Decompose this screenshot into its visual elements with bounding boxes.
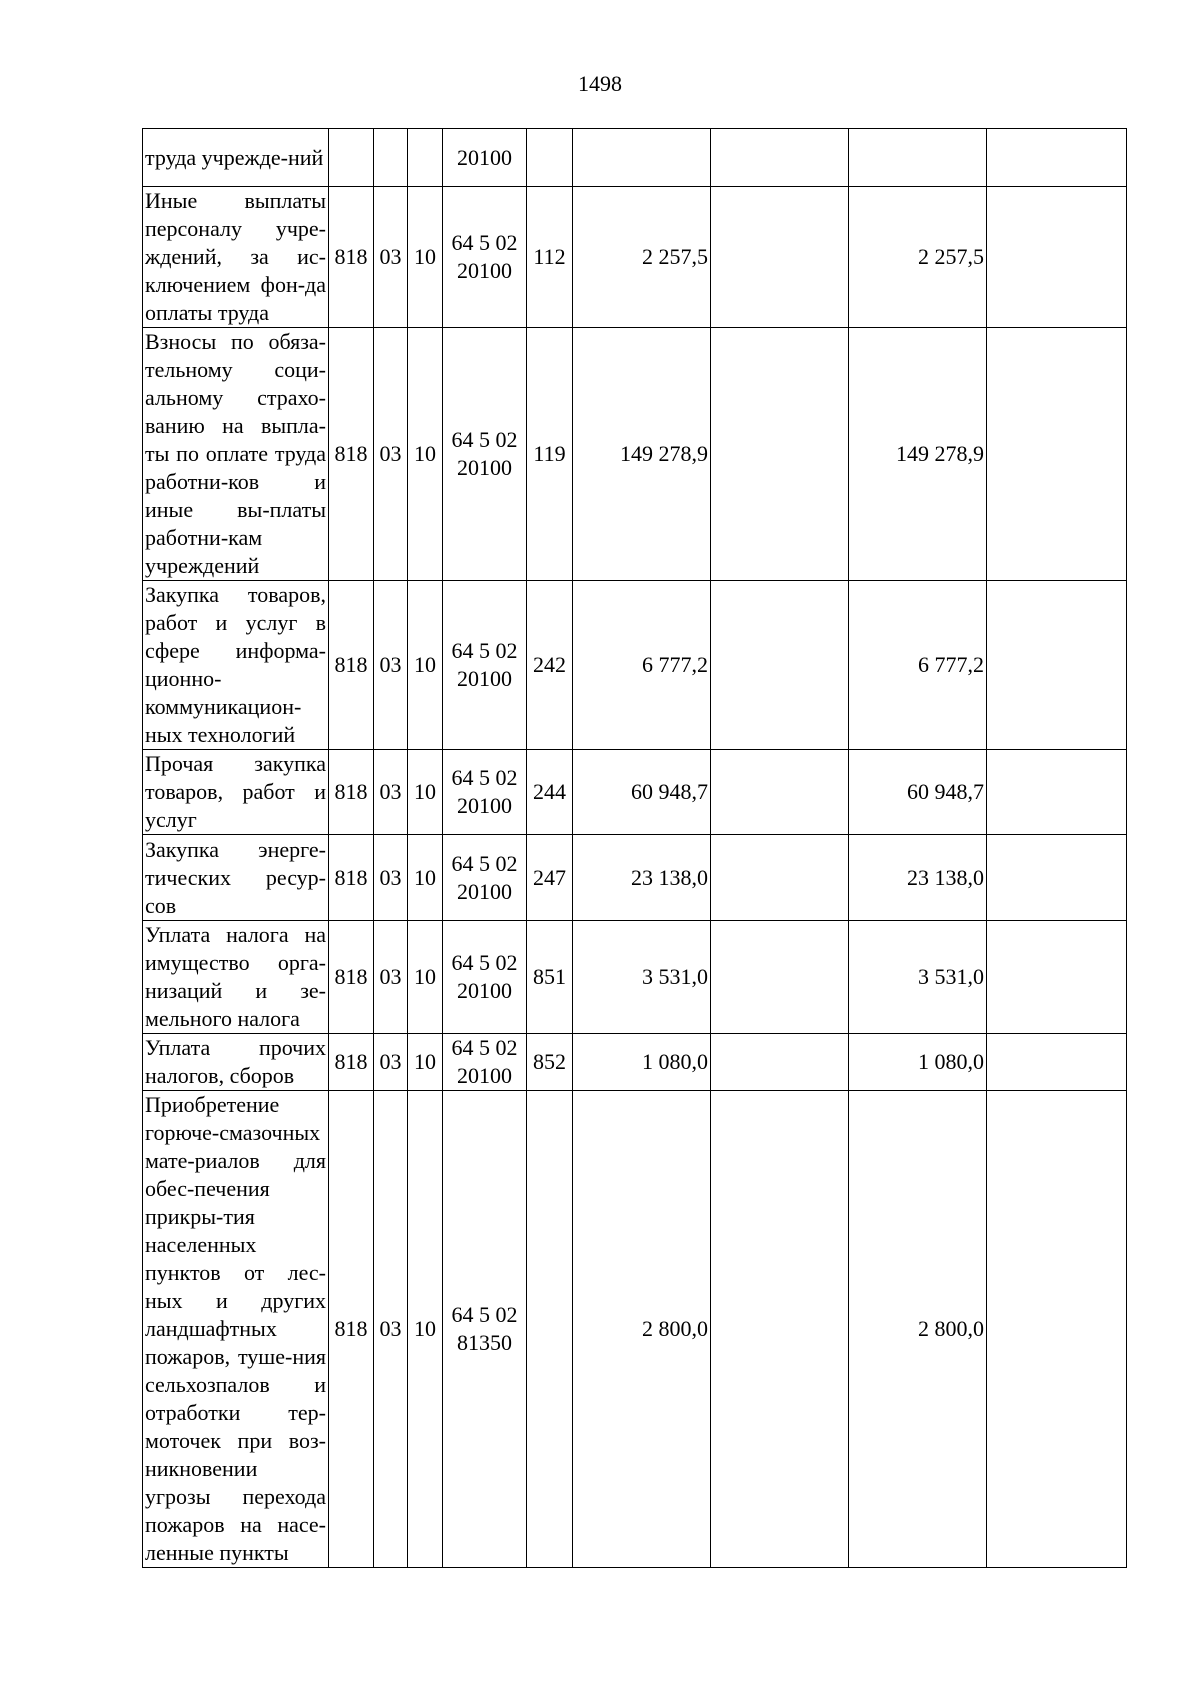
amount-col-1: 3 531,0 (573, 921, 711, 1034)
amount-col-2 (711, 328, 849, 581)
item-name: Взносы по обяза-тельному соци-альному страхо-ванию на выпла-ты по оплате труда работни-ков и иные вы-платы работни-кам учреждений (143, 328, 329, 581)
item-name: Прочая закупка товаров, работ и услуг (143, 750, 329, 835)
page-number: 1498 (578, 71, 622, 96)
subsection-code: 10 (408, 1034, 443, 1091)
section-code (374, 129, 408, 187)
section-code: 03 (374, 328, 408, 581)
table-row (143, 1034, 1127, 1091)
budget-table (142, 128, 1127, 1568)
target-article-code: 64 5 02 20100 (443, 1034, 527, 1091)
subsection-code (408, 129, 443, 187)
amount-col-3: 3 531,0 (849, 921, 987, 1034)
expense-type-code: 247 (527, 835, 573, 921)
expense-type-code: 242 (527, 581, 573, 750)
ministry-code: 818 (329, 1091, 374, 1568)
item-name: Иные выплаты персоналу учре-ждений, за ис-ключением фон-да оплаты труда (143, 187, 329, 328)
expense-type-code: 244 (527, 750, 573, 835)
target-article-code: 64 5 02 20100 (443, 581, 527, 750)
amount-col-2 (711, 750, 849, 835)
amount-col-3: 6 777,2 (849, 581, 987, 750)
amount-col-3: 149 278,9 (849, 328, 987, 581)
item-name: труда учрежде-ний (143, 129, 329, 187)
ministry-code: 818 (329, 187, 374, 328)
item-name: Уплата налога на имущество орга-низаций и зе-мельного налога (143, 921, 329, 1034)
amount-col-3: 23 138,0 (849, 835, 987, 921)
expense-type-code: 852 (527, 1034, 573, 1091)
target-article-code: 64 5 02 20100 (443, 750, 527, 835)
amount-col-1: 2 800,0 (573, 1091, 711, 1568)
amount-col-3: 2 800,0 (849, 1091, 987, 1568)
target-article-code: 64 5 02 20100 (443, 921, 527, 1034)
amount-col-4 (987, 835, 1127, 921)
table-row (143, 750, 1127, 835)
amount-col-4 (987, 1034, 1127, 1091)
ministry-code: 818 (329, 835, 374, 921)
amount-col-4 (987, 187, 1127, 328)
subsection-code: 10 (408, 581, 443, 750)
amount-col-2 (711, 835, 849, 921)
amount-col-3: 60 948,7 (849, 750, 987, 835)
section-code: 03 (374, 187, 408, 328)
target-article-code: 64 5 02 20100 (443, 187, 527, 328)
section-code: 03 (374, 750, 408, 835)
amount-col-2 (711, 187, 849, 328)
budget-table-body (143, 129, 1127, 1568)
ministry-code: 818 (329, 328, 374, 581)
amount-col-3: 2 257,5 (849, 187, 987, 328)
item-name: Уплата прочих налогов, сборов (143, 1034, 329, 1091)
expense-type-code (527, 1091, 573, 1568)
amount-col-1: 23 138,0 (573, 835, 711, 921)
amount-col-4 (987, 328, 1127, 581)
amount-col-1: 6 777,2 (573, 581, 711, 750)
expense-type-code (527, 129, 573, 187)
target-article-code: 64 5 02 20100 (443, 328, 527, 581)
table-row (143, 581, 1127, 750)
item-name: Приобретение горюче-смазочных мате-риалов для обес-печения прикры-тия населенных пунктов от лес-ных и других ландшафтных пожаров, туше-ния сельхозпалов и отработки тер-моточек при воз-никновении угрозы перехода пожаров на насе-ленные пункты (143, 1091, 329, 1568)
table-row (143, 1091, 1127, 1568)
amount-col-2 (711, 1034, 849, 1091)
section-code: 03 (374, 1091, 408, 1568)
ministry-code: 818 (329, 921, 374, 1034)
table-row (143, 129, 1127, 187)
target-article-code: 20100 (443, 129, 527, 187)
target-article-code: 64 5 02 20100 (443, 835, 527, 921)
amount-col-2 (711, 1091, 849, 1568)
amount-col-3 (849, 129, 987, 187)
amount-col-3: 1 080,0 (849, 1034, 987, 1091)
expense-type-code: 119 (527, 328, 573, 581)
subsection-code: 10 (408, 328, 443, 581)
subsection-code: 10 (408, 750, 443, 835)
amount-col-4 (987, 129, 1127, 187)
amount-col-4 (987, 581, 1127, 750)
table-row (143, 921, 1127, 1034)
amount-col-1: 60 948,7 (573, 750, 711, 835)
amount-col-2 (711, 581, 849, 750)
subsection-code: 10 (408, 835, 443, 921)
item-name: Закупка товаров, работ и услуг в сфере информа-ционно-коммуникацион-ных технологий (143, 581, 329, 750)
amount-col-4 (987, 921, 1127, 1034)
amount-col-2 (711, 921, 849, 1034)
amount-col-4 (987, 1091, 1127, 1568)
target-article-code: 64 5 02 81350 (443, 1091, 527, 1568)
amount-col-1 (573, 129, 711, 187)
amount-col-1: 149 278,9 (573, 328, 711, 581)
ministry-code: 818 (329, 581, 374, 750)
section-code: 03 (374, 581, 408, 750)
subsection-code: 10 (408, 1091, 443, 1568)
item-name: Закупка энерге-тических ресур-сов (143, 835, 329, 921)
expense-type-code: 112 (527, 187, 573, 328)
ministry-code: 818 (329, 750, 374, 835)
amount-col-1: 1 080,0 (573, 1034, 711, 1091)
amount-col-1: 2 257,5 (573, 187, 711, 328)
amount-col-2 (711, 129, 849, 187)
ministry-code (329, 129, 374, 187)
subsection-code: 10 (408, 187, 443, 328)
ministry-code: 818 (329, 1034, 374, 1091)
subsection-code: 10 (408, 921, 443, 1034)
expense-type-code: 851 (527, 921, 573, 1034)
table-row (143, 187, 1127, 328)
section-code: 03 (374, 1034, 408, 1091)
table-row (143, 835, 1127, 921)
amount-col-4 (987, 750, 1127, 835)
section-code: 03 (374, 835, 408, 921)
section-code: 03 (374, 921, 408, 1034)
table-row (143, 328, 1127, 581)
